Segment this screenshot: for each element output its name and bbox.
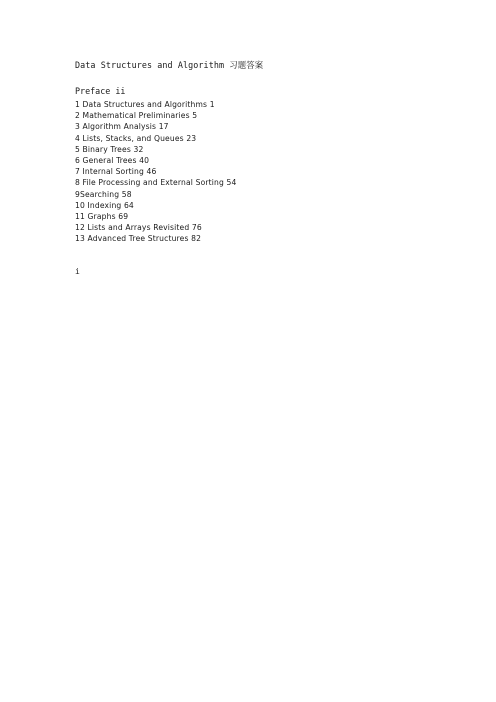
document-title: Data Structures and Algorithm 习题答案 bbox=[75, 60, 264, 70]
toc-entry-13: 13 Advanced Tree Structures 82 bbox=[75, 234, 202, 244]
toc-entry-2: 2 Mathematical Preliminaries 5 bbox=[75, 111, 198, 121]
toc-entry-7: 7 Internal Sorting 46 bbox=[75, 167, 157, 177]
toc-entry-12: 12 Lists and Arrays Revisited 76 bbox=[75, 223, 202, 233]
page-number: i bbox=[75, 267, 80, 276]
table-of-contents bbox=[75, 99, 236, 244]
toc-preface: Preface ii bbox=[75, 86, 126, 96]
toc-entry-11: 11 Graphs 69 bbox=[75, 211, 129, 221]
toc-entry-8: 8 File Processing and External Sorting 54 bbox=[75, 178, 237, 188]
toc-entry-6: 6 General Trees 40 bbox=[75, 155, 150, 165]
toc-entry-1: 1 Data Structures and Algorithms 1 bbox=[75, 100, 215, 109]
toc-entry-3: 3 Algorithm Analysis 17 bbox=[75, 122, 169, 132]
toc-entry-4: 4 Lists, Stacks, and Queues 23 bbox=[75, 133, 197, 143]
toc-entry-9: 9Searching 58 bbox=[75, 189, 132, 199]
toc-entry-5: 5 Binary Trees 32 bbox=[75, 144, 144, 154]
toc-entry-10: 10 Indexing 64 bbox=[75, 200, 134, 210]
